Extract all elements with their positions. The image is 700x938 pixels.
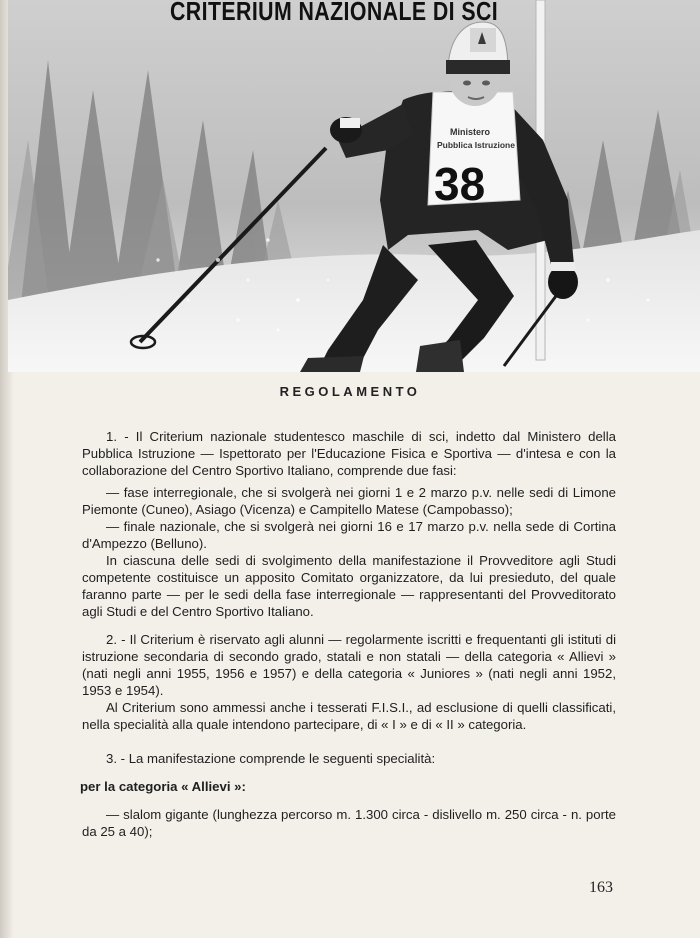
paragraph-7: 3. - La manifestazione comprende le seguenti specialità: bbox=[106, 751, 436, 766]
skier-photo bbox=[8, 0, 700, 372]
paragraph-3: — finale nazionale, che si svolgerà nei giorni 16 e 17 marzo p.v. nella sede di Cortina d'Ampezzo (Belluno). bbox=[82, 519, 616, 551]
regulation-text bbox=[82, 428, 616, 840]
section-heading-regolamento: REGOLAMENTO bbox=[279, 384, 421, 399]
category-allievi-label: per la categoria « Allievi »: bbox=[80, 779, 246, 794]
bib-number: 38 bbox=[434, 158, 486, 210]
paragraph-4: In ciascuna delle sedi di svolgimento della manifestazione il Provveditore agli Studi competente costituisce un apposito Comitato organizzatore, da lui presieduto, del quale faranno parte — per le sedi della fase interregionale — rappresentanti del Provveditorato agli Studi e del Centro Sportivo Italiano. bbox=[82, 553, 616, 619]
bib-label-istruzione: Pubblica Istruzione bbox=[437, 140, 515, 150]
page-number: 163 bbox=[589, 879, 613, 896]
paragraph-1: 1. - Il Criterium nazionale studentesco maschile di sci, indetto dal Ministero della Pubblica Istruzione — Ispettorato per l'Educazione Fisica e Sportiva — d'intesa e con la collaborazione del Centro Sportivo Italiano, comprende due fasi: bbox=[82, 429, 616, 478]
paragraph-6: Al Criterium sono ammessi anche i tesserati F.I.S.I., ad esclusione di quelli classificati, nella specialità alla quale intendono partecipare, di « I » e di « II » categoria. bbox=[82, 700, 616, 732]
paragraph-9: — slalom gigante (lunghezza percorso m. 1.300 circa - dislivello m. 250 circa - n. porte da 25 a 40); bbox=[82, 807, 616, 839]
bib-label-ministero: Ministero bbox=[450, 127, 491, 137]
page-title: CRITERIUM NAZIONALE DI SCI bbox=[170, 0, 499, 26]
paragraph-2: — fase interregionale, che si svolgerà nei giorni 1 e 2 marzo p.v. nelle sedi di Limone Piemonte (Cuneo), Asiago (Vicenza) e Campitello Matese (Campobasso); bbox=[82, 485, 616, 517]
paragraph-5: 2. - Il Criterium è riservato agli alunni — regolarmente iscritti e frequentanti gli istituti di istruzione secondaria di secondo grado, statali e non statali — della categoria « Allievi » (nati negli anni 1955, 1956 e 1957) e della categoria « Juniores » (nati negli anni 1952, 1953 e 1954). bbox=[82, 632, 616, 698]
